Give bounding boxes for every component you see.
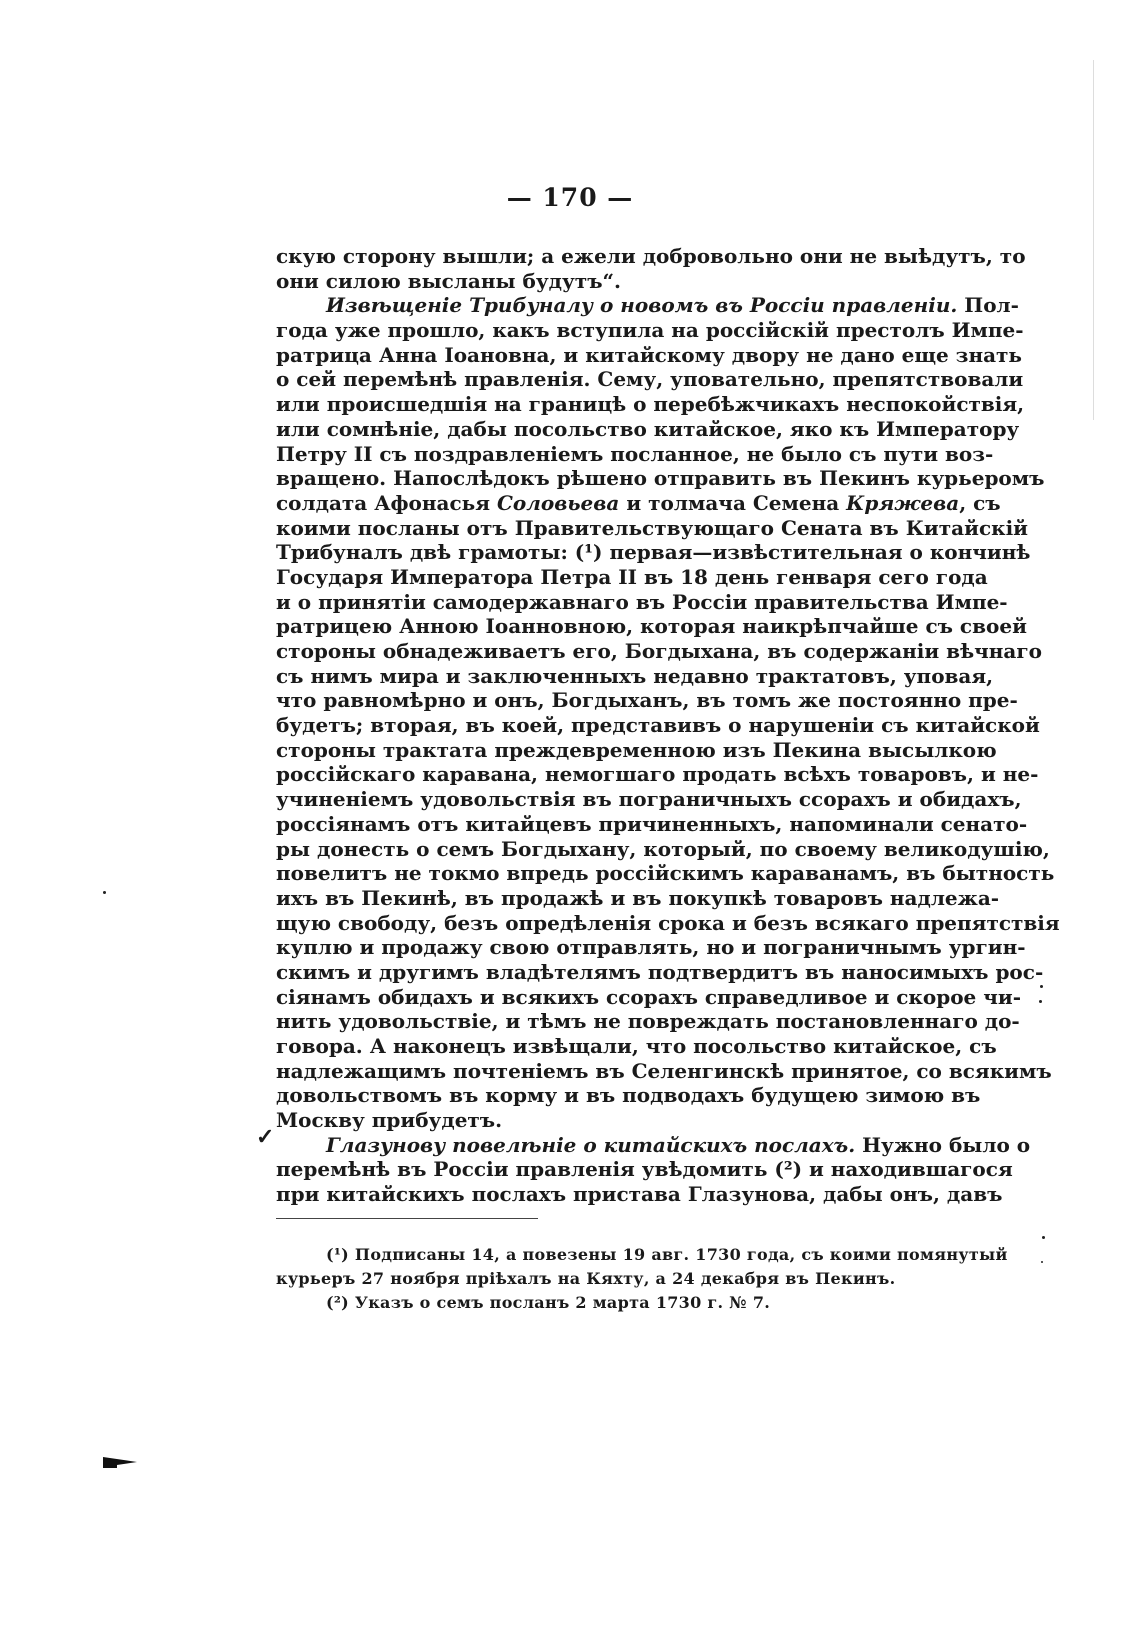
text-line: коими посланы отъ Правительствующаго Сената въ Китайскій	[276, 515, 1029, 540]
text-line: ихъ въ Пекинѣ, въ продажѣ и въ покупкѣ товаровъ надлежа-	[276, 885, 1000, 910]
section-heading: Извѣщеніе Трибуналу о новомъ въ Россіи правленіи.	[326, 293, 958, 318]
text-line: сіянамъ обидахъ и всякихъ ссорахъ справедливое и скорое чи-	[276, 984, 1021, 1009]
italic-name: Кряжева	[846, 490, 960, 515]
text-line: учиненіемъ удовольствія въ пограничныхъ ссорахъ и обидахъ,	[276, 787, 1022, 812]
text-line: будетъ; вторая, въ коей, представивъ о нарушеніи съ китайской	[276, 713, 1040, 738]
scan-speck	[1041, 1261, 1043, 1263]
text-line: нить удовольствіе, и тѣмъ не повреждать постановленнаго до-	[276, 1009, 1020, 1034]
binding-line	[1093, 60, 1094, 420]
text-line: куплю и продажу свою отправлять, но и пограничнымъ ургин-	[276, 935, 1026, 960]
page-number: — 170 —	[506, 183, 634, 212]
footnote-divider	[276, 1218, 538, 1219]
text-line: Государя Императора Петра II въ 18 день генваря сего года	[276, 564, 988, 589]
text-line: щую свободу, безъ опредѣленія срока и безъ всякаго препятствія	[276, 910, 1060, 935]
text-line: россійскаго каравана, немогшаго продать всѣхъ товаровъ, и не-	[276, 762, 1039, 787]
footnote: (²) Указъ о семъ посланъ 2 марта 1730 г. № 7.	[326, 1293, 771, 1312]
footnotes	[276, 1243, 1008, 1315]
body-text	[276, 244, 1060, 1207]
text-line: Москву прибудетъ.	[276, 1108, 503, 1133]
text-line: ры донесть о семъ Богдыхану, который, по своему великодушію,	[276, 836, 1050, 861]
text-line: надлежащимъ почтеніемъ въ Селенгинскѣ принятое, со всякимъ	[276, 1058, 1052, 1083]
footnote: (¹) Подписаны 14, а повезены 19 авг. 1730 года, съ коими помянутый	[326, 1245, 1008, 1264]
text-run: Пол-	[957, 293, 1019, 318]
text-line: стороны обнадеживаетъ его, Богдыхана, въ содержаніи вѣчнаго	[276, 639, 1042, 663]
text-line: они силою высланы будутъ“.	[276, 268, 622, 293]
italic-name: Соловьева	[496, 490, 620, 515]
text-line: ратрица Анна Іоановна, и китайскому двору не дано еще знать	[276, 342, 1023, 367]
text-line: Петру II съ поздравленіемъ посланное, не было съ пути воз-	[276, 441, 994, 466]
text-line: скимъ и другимъ владѣтелямъ подтвердитъ въ наносимыхъ рос-	[276, 959, 1044, 984]
scan-speck	[1039, 1000, 1042, 1003]
text-run: Нужно было о	[855, 1132, 1031, 1157]
text-line: или сомнѣніе, дабы посольство китайское, яко къ Императору	[276, 416, 1020, 441]
text-line: съ нимъ мира и заключенныхъ недавно трактатовъ, уповая,	[276, 663, 994, 688]
scan-speck	[1040, 985, 1043, 988]
scan-speck	[1042, 1236, 1045, 1239]
text-line: или происшедшія на границѣ о перебѣжчикахъ неспокойствія,	[276, 392, 1025, 417]
text-line: года уже прошло, какъ вступила на россійскій престолъ Импе-	[276, 318, 1024, 343]
section-heading: Глазунову повелѣніе о китайскихъ послахъ.	[326, 1132, 856, 1157]
text-line: говора. А наконецъ извѣщали, что посольство китайское, съ	[276, 1034, 997, 1058]
text-line: россіянамъ отъ китайцевъ причиненныхъ, напоминали сенато-	[276, 811, 1028, 836]
text-line	[276, 293, 1019, 318]
text-line: Трибуналъ двѣ грамоты: (¹) первая—извѣстительная о кончинѣ	[276, 540, 1031, 565]
text-line: и о принятіи самодержавнаго въ Россіи правительства Импе-	[276, 589, 1008, 614]
text-line: довольствомъ въ корму и въ подводахъ будущею зимою въ	[276, 1083, 981, 1108]
text-line: скую сторону вышли; а ежели добровольно они не выѣдутъ, то	[276, 244, 1026, 268]
text-line: о сей перемѣнѣ правленія. Сему, уповательно, препятствовали	[276, 367, 1024, 392]
text-line: перемѣнѣ въ Россіи правленія увѣдомить (²) и находившагося	[276, 1157, 1013, 1182]
text-line: при китайскихъ послахъ пристава Глазунова, дабы онъ, давъ	[276, 1182, 1003, 1207]
text-run: и толмача Семена	[619, 490, 847, 515]
text-run: солдата Афонасья	[276, 490, 497, 515]
footnote: курьеръ 27 ноября пріѣхалъ на Кяхту, а 24 декабря въ Пекинъ.	[276, 1269, 896, 1288]
text-line: ратрицею Анною Іоанновною, которая наикрѣпчайше съ своей	[276, 614, 1027, 639]
text-line: повелитъ не токмо впредь россійскимъ караванамъ, въ бытность	[276, 861, 1055, 886]
scan-speck	[103, 891, 106, 894]
text-line: вращено. Напослѣдокъ рѣшено отправить въ Пекинъ курьеромъ	[276, 466, 1045, 491]
text-line	[276, 490, 1001, 516]
text-line: что равномѣрно и онъ, Богдыханъ, въ томъ же постоянно пре-	[276, 688, 1018, 713]
margin-mark: ✓	[256, 1124, 275, 1150]
text-line: стороны трактата преждевременною изъ Пекина высылкою	[276, 737, 997, 762]
text-line	[276, 1132, 1031, 1158]
scan-arrow	[103, 1457, 137, 1467]
text-run: , съ	[959, 490, 1001, 515]
